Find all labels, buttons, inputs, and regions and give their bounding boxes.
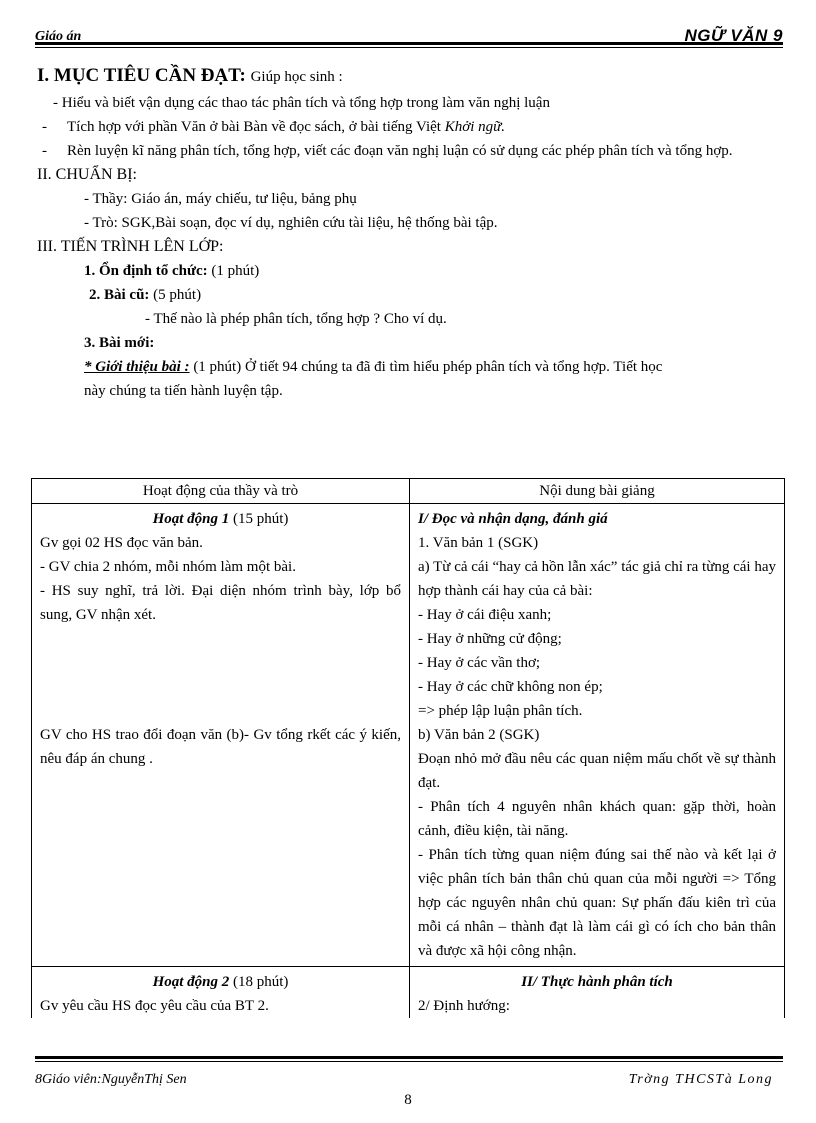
intro-paragraph <box>37 355 782 379</box>
activity-2-heading <box>40 970 401 994</box>
header-rule-thin <box>35 47 783 48</box>
footer-rule-thin <box>35 1061 783 1062</box>
activity-cell-1 <box>32 504 410 967</box>
col-content-header: Nội dung bài giảng <box>410 479 785 504</box>
spacer <box>40 627 401 651</box>
col-activities-header: Hoạt động của thầy và trò <box>32 479 410 504</box>
spacer <box>40 675 401 699</box>
activity-cell-2 <box>32 967 410 1019</box>
activity-1-line: - HS suy nghĩ, trả lời. Đại diện nhóm trình bày, lớp bổ sung, GV nhận xét. <box>40 583 401 623</box>
spacer <box>40 651 401 675</box>
footer-teacher: 8Giáo viên:NguyễnThị Sen <box>35 1072 187 1087</box>
step-3 <box>37 331 782 355</box>
objective-3-text: Rèn luyện kĩ năng phân tích, tổng hợp, viết các đoạn văn nghị luận có sử dụng các phép phân tích và tổng hợp. <box>67 143 733 159</box>
content-1-line: - Hay ở các chữ không non ép; <box>418 679 603 695</box>
dash-marker: - <box>42 143 47 159</box>
content-1-title: I/ Đọc và nhận dạng, đánh giá <box>418 511 608 527</box>
table-row <box>32 967 785 1019</box>
header-left: Giáo án <box>35 29 82 44</box>
objective-2-text: Tích hợp với phần Văn ở bài Bàn về đọc sách, ở bài tiếng Việt <box>67 119 441 135</box>
header-rule <box>35 42 783 45</box>
section-3-title: III. TIẾN TRÌNH LÊN LỚP: <box>37 238 224 255</box>
step-2-question: - Thế nào là phép phân tích, tổng hợp ? Cho ví dụ. <box>145 311 447 327</box>
objective-2 <box>37 115 782 139</box>
activity-2-time: (18 phút) <box>233 974 289 990</box>
step-1-label: 1. Ổn định tổ chức: <box>84 263 208 279</box>
activity-1-time: (15 phút) <box>233 511 289 527</box>
spacer <box>40 699 401 723</box>
dash-marker: - <box>42 119 47 135</box>
content-1-line: - Hay ở cái điệu xanh; <box>418 607 552 623</box>
activity-1-heading <box>40 507 401 531</box>
activity-2-title: Hoạt động 2 <box>152 974 230 990</box>
content-cell-2 <box>410 967 785 1019</box>
content-1-line: - Hay ở những cử động; <box>418 631 562 647</box>
content-1-line: => phép lập luận phân tích. <box>418 703 583 719</box>
page-header <box>35 22 783 46</box>
footer-rule <box>35 1056 783 1059</box>
content-2-title: II/ Thực hành phân tích <box>521 974 673 990</box>
page-number: 8 <box>404 1092 412 1108</box>
step-2-label: 2. Bài cũ: <box>89 287 150 303</box>
activity-1b-line: GV cho HS trao đổi đoạn văn (b)- Gv tổng rkết các ý kiến, nêu đáp án chung . <box>40 727 401 767</box>
step-3-label: 3. Bài mới: <box>84 335 155 351</box>
activity-1-line: - GV chia 2 nhóm, mỗi nhóm làm một bài. <box>40 559 296 575</box>
intro-text: (1 phút) Ở tiết 94 chúng ta đã đi tìm hiểu phép phân tích và tổng hợp. Tiết học <box>193 359 663 375</box>
section-1-subtitle: Giúp học sinh : <box>250 69 343 85</box>
section-1-title: I. MỤC TIÊU CẦN ĐẠT: <box>37 65 246 86</box>
section-1-heading <box>37 62 782 91</box>
content-1b-line: b) Văn bản 2 (SGK) <box>418 727 540 743</box>
step-1-time: (1 phút) <box>211 263 260 279</box>
objective-3 <box>37 139 782 163</box>
content-1-line: a) Từ cả cái “hay cả hồn lẫn xác” tác giả chỉ ra từng cái hay hợp thành cái hay của cả bài: <box>418 559 776 599</box>
page-footer <box>35 1056 783 1087</box>
table-header-row <box>32 479 785 504</box>
header-right: NGỮ VĂN 9 <box>684 26 783 45</box>
content-1b-line: - Phân tích từng quan niệm đúng sai thế nào và kết lại ở việc phân tích bản thân chủ quan của mỗi người => Tổng hợp các nguyên nhân chủ quan: Sự phấn đấu kiên trì của mỗi cá nhân – thành đạt là làm cái gì có ích cho bản thân và được xã hội công nhận. <box>418 847 776 959</box>
activity-1-line: Gv gọi 02 HS đọc văn bản. <box>40 535 203 551</box>
content-1-line: - Hay ở các vần thơ; <box>418 655 541 671</box>
table-row <box>32 504 785 967</box>
content-1b-line: Đoạn nhỏ mở đầu nêu các quan niệm mấu chốt về sự thành đạt. <box>418 751 776 791</box>
intro-text-2: này chúng ta tiến hành luyện tập. <box>84 383 283 399</box>
lesson-table <box>31 478 785 1018</box>
step-2 <box>37 283 782 307</box>
content-1b-line: - Phân tích 4 nguyên nhân khách quan: gặp thời, hoàn cảnh, điều kiện, tài năng. <box>418 799 776 839</box>
prep-teacher: - Thầy: Giáo án, máy chiếu, tư liệu, bảng phụ <box>84 191 357 207</box>
footer-school: Trờng THCSTà Long <box>628 1072 773 1087</box>
intro-label: * Giới thiệu bài : <box>84 359 190 375</box>
step-2-time: (5 phút) <box>153 287 202 303</box>
objective-2-italic: Khởi ngữ. <box>444 119 506 135</box>
prep-student: - Trò: SGK,Bài soạn, đọc ví dụ, nghiên cứu tài liệu, hệ thống bài tập. <box>84 215 498 231</box>
activity-1-title: Hoạt động 1 <box>152 511 230 527</box>
document-body <box>37 62 782 403</box>
objective-1: - Hiểu và biết vận dụng các thao tác phân tích và tổng hợp trong làm văn nghị luận <box>53 95 550 111</box>
activity-2-line: Gv yêu cầu HS đọc yêu cầu của BT 2. <box>40 998 269 1014</box>
section-2-title: II. CHUẨN BỊ: <box>37 166 137 183</box>
content-cell-1 <box>410 504 785 967</box>
content-1-line: 1. Văn bản 1 (SGK) <box>418 535 539 551</box>
step-1 <box>37 259 782 283</box>
content-2-line: 2/ Định hướng: <box>418 998 510 1014</box>
